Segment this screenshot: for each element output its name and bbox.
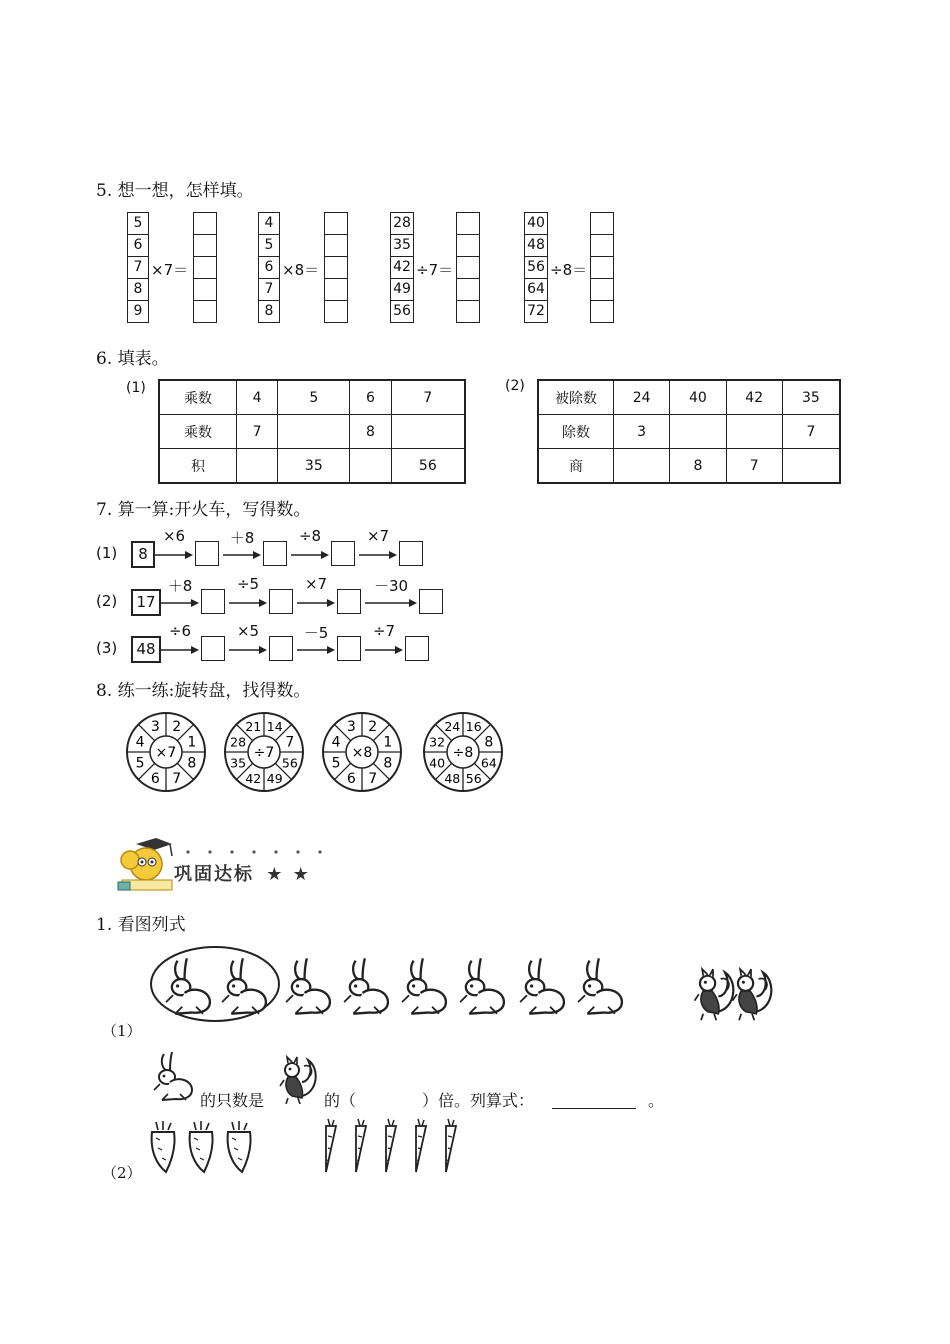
wheel-number: 1	[187, 734, 197, 751]
arrow-icon	[297, 645, 335, 655]
answer-cell[interactable]	[457, 235, 479, 257]
wheel-number: 6	[150, 770, 160, 787]
divide-table	[537, 379, 841, 484]
sentence-end: 。	[648, 1091, 665, 1110]
answer-cell[interactable]	[457, 301, 479, 322]
p1-label-1: （1）	[102, 1022, 142, 1040]
answer-box[interactable]	[337, 589, 361, 614]
spinner-wheel	[320, 710, 404, 794]
wheel-number: 8	[383, 755, 393, 772]
row-header: 乘数	[159, 380, 237, 415]
radish-icon	[148, 1120, 178, 1176]
arrow-icon	[229, 645, 267, 655]
value-cell: 7	[782, 415, 840, 449]
row-label: (3)	[96, 639, 118, 657]
answer-box[interactable]	[331, 541, 355, 566]
answer-cell[interactable]	[457, 257, 479, 279]
value-cell: 4	[237, 380, 278, 415]
value-cell: 56	[391, 449, 465, 484]
carrot-icon	[376, 1118, 400, 1174]
answer-cell[interactable]	[194, 213, 216, 235]
wheel-number: 5	[331, 755, 341, 772]
arrow-icon	[297, 598, 335, 608]
value-cell: 40	[670, 380, 726, 415]
number-cell: 56	[525, 257, 547, 279]
wheel-number: 7	[368, 770, 378, 787]
wheel-number: 56	[281, 755, 298, 771]
answer-cell[interactable]	[591, 235, 613, 257]
answer-cell[interactable]	[325, 213, 347, 235]
arrow-icon	[365, 645, 403, 655]
radish-icon	[186, 1120, 216, 1176]
wheel-number: 21	[245, 719, 262, 735]
section-badge-text: 巩固达标	[174, 864, 254, 885]
answer-column	[456, 212, 480, 323]
table-row	[538, 415, 840, 449]
carrot-icon	[436, 1118, 460, 1174]
rabbit-icon	[572, 956, 628, 1016]
wheel-number: 8	[484, 734, 494, 751]
number-cell: 8	[264, 303, 274, 319]
answer-blank[interactable]	[552, 1090, 636, 1109]
q6-title: 6. 填表。	[96, 349, 169, 369]
number-cell: 48	[525, 235, 547, 257]
spinner-wheel	[222, 710, 306, 794]
rabbit-icon	[514, 956, 570, 1016]
arrow-icon	[155, 550, 193, 560]
value-cell: 42	[726, 380, 782, 415]
spinner-wheel	[124, 710, 208, 794]
answer-cell[interactable]	[325, 235, 347, 257]
number-cell: 8	[128, 279, 148, 301]
table2-label: (2)	[505, 378, 525, 394]
answer-cell[interactable]	[325, 301, 347, 322]
arrow-icon	[359, 550, 397, 560]
rabbit-icon	[338, 956, 394, 1016]
value-cell: 5	[278, 380, 350, 415]
number-cell: 6	[259, 257, 279, 279]
number-cell: 6	[128, 235, 148, 257]
table-row	[538, 449, 840, 484]
wheel-center-operation: ×7	[155, 745, 177, 761]
value-cell: 7	[726, 449, 782, 484]
number-column	[390, 212, 414, 323]
operation-label: ÷8＝	[550, 261, 588, 279]
answer-cell[interactable]	[726, 415, 782, 449]
wheel-number: 48	[444, 770, 461, 786]
wheel-center-operation: ÷8	[452, 745, 474, 761]
star-icon: ★ ★	[266, 864, 311, 885]
carrot-icon	[406, 1118, 430, 1174]
q7-title: 7. 算一算:开火车，写得数。	[96, 500, 311, 520]
rabbit-icon	[454, 956, 510, 1016]
wheel-number: 14	[266, 719, 283, 735]
q8-title: 8. 练一练:旋转盘，找得数。	[96, 681, 311, 701]
wheel-number: 32	[429, 734, 446, 750]
number-cell: 7	[128, 257, 148, 279]
number-column	[127, 212, 149, 323]
wheel-number: 5	[135, 755, 145, 772]
table1-label: (1)	[126, 380, 146, 396]
number-cell: 28	[391, 213, 413, 235]
row-label: (1)	[96, 544, 118, 562]
operation-label: ×6	[162, 527, 186, 545]
answer-cell[interactable]	[278, 415, 350, 449]
mascot-icon	[112, 832, 176, 896]
wheel-number: 3	[346, 719, 356, 736]
number-cell: 64	[525, 279, 547, 301]
arrow-icon	[161, 598, 199, 608]
wheel-number: 2	[172, 719, 182, 736]
arrow-icon	[229, 598, 267, 608]
number-cell: 42	[391, 257, 413, 279]
value-cell: 8	[350, 415, 391, 449]
wheel-number: 7	[285, 734, 295, 751]
dots-decoration	[182, 848, 332, 856]
p1-label-2: （2）	[102, 1164, 142, 1182]
section-badge	[174, 860, 311, 886]
wheel-number: 64	[480, 755, 497, 771]
arrow-icon	[291, 550, 329, 560]
rabbit-icon	[396, 956, 452, 1016]
wheel-number: 49	[266, 770, 283, 786]
operation-label: ×7＝	[151, 261, 189, 279]
answer-cell[interactable]	[194, 257, 216, 279]
row-header: 除数	[538, 415, 614, 449]
start-number: 48	[131, 636, 161, 663]
row-label: (2)	[96, 592, 118, 610]
operation-label: ÷8	[298, 527, 322, 545]
answer-box[interactable]	[337, 636, 361, 661]
answer-box[interactable]	[263, 541, 287, 566]
answer-column	[324, 212, 348, 323]
sentence-part-a: 的只数是	[200, 1091, 265, 1110]
answer-box[interactable]	[399, 541, 423, 566]
answer-box[interactable]	[269, 589, 293, 614]
wheel-number: 2	[368, 719, 378, 736]
wheel-number: 42	[245, 770, 262, 786]
operation-label: －30	[373, 577, 409, 595]
multiply-table	[158, 379, 466, 484]
number-cell: 5	[128, 213, 148, 235]
arrow-icon	[161, 645, 199, 655]
answer-cell[interactable]	[591, 301, 613, 322]
wheel-number: 7	[172, 770, 182, 787]
operation-label: ×7	[304, 575, 328, 593]
answer-box[interactable]	[201, 636, 225, 661]
value-cell: 8	[670, 449, 726, 484]
row-header: 商	[538, 449, 614, 484]
value-cell: 35	[278, 449, 350, 484]
operation-label: ÷6	[168, 622, 192, 640]
answer-box[interactable]	[419, 589, 443, 614]
answer-cell[interactable]	[782, 449, 840, 484]
value-cell: 24	[614, 380, 670, 415]
answer-cell[interactable]	[325, 257, 347, 279]
squirrel-icon	[274, 1052, 320, 1108]
answer-box[interactable]	[269, 636, 293, 661]
wheel-number: 8	[187, 755, 197, 772]
value-cell: 35	[782, 380, 840, 415]
wheel-number: 24	[444, 719, 461, 735]
arrow-icon	[365, 598, 417, 608]
rabbit-icon	[150, 1050, 196, 1106]
number-cell: 72	[527, 303, 545, 319]
answer-cell[interactable]	[237, 449, 278, 484]
answer-cell[interactable]	[350, 449, 391, 484]
table-row	[538, 380, 840, 415]
answer-cell[interactable]	[325, 279, 347, 301]
operation-label: ×8＝	[282, 261, 320, 279]
carrot-icon	[346, 1118, 370, 1174]
wheel-number: 16	[465, 719, 482, 735]
sentence-part-c: ）倍。列算式：	[422, 1091, 535, 1110]
table-row	[159, 415, 465, 449]
number-cell: 56	[393, 303, 411, 319]
operation-label: ＋8	[229, 529, 255, 547]
row-header: 积	[159, 449, 237, 484]
p1-title: 1. 看图列式	[96, 915, 186, 935]
answer-cell[interactable]	[194, 235, 216, 257]
arrow-icon	[223, 550, 261, 560]
wheel-number: 4	[331, 734, 341, 751]
operation-label: ÷5	[236, 575, 260, 593]
row-header: 被除数	[538, 380, 614, 415]
number-cell: 5	[259, 235, 279, 257]
wheel-number: 6	[346, 770, 356, 787]
number-cell: 7	[259, 279, 279, 301]
value-cell: 3	[614, 415, 670, 449]
number-cell: 35	[391, 235, 413, 257]
wheel-number: 40	[429, 755, 446, 771]
operation-label: ×5	[236, 622, 260, 640]
operation-label: ＋8	[167, 577, 193, 595]
spinner-wheel	[421, 710, 505, 794]
number-cell: 4	[259, 213, 279, 235]
table-row	[159, 449, 465, 484]
number-column	[258, 212, 280, 323]
wheel-center-operation: ×8	[351, 745, 373, 761]
answer-cell[interactable]	[591, 213, 613, 235]
answer-cell[interactable]	[457, 279, 479, 301]
sentence-part-b: 的（	[324, 1091, 357, 1110]
carrot-icon	[316, 1118, 340, 1174]
number-cell: 49	[391, 279, 413, 301]
answer-column	[590, 212, 614, 323]
wheel-number: 4	[135, 734, 145, 751]
start-number: 17	[131, 589, 161, 616]
answer-box[interactable]	[201, 589, 225, 614]
rabbit-icon	[160, 956, 216, 1016]
number-cell: 9	[133, 303, 143, 319]
row-header: 乘数	[159, 415, 237, 449]
value-cell: 7	[391, 380, 465, 415]
number-cell: 40	[525, 213, 547, 235]
answer-cell[interactable]	[457, 213, 479, 235]
wheel-number: 3	[150, 719, 160, 736]
table-row	[159, 380, 465, 415]
answer-cell[interactable]	[391, 415, 465, 449]
answer-cell[interactable]	[194, 301, 216, 322]
q5-title: 5. 想一想，怎样填。	[96, 181, 254, 201]
rabbit-icon	[216, 956, 272, 1016]
answer-column	[193, 212, 217, 323]
radish-icon	[224, 1120, 254, 1176]
answer-box[interactable]	[405, 636, 429, 661]
wheel-number: 28	[230, 734, 247, 750]
rabbit-icon	[280, 956, 336, 1016]
answer-cell[interactable]	[614, 449, 670, 484]
answer-cell[interactable]	[591, 257, 613, 279]
answer-cell[interactable]	[670, 415, 726, 449]
value-cell: 6	[350, 380, 391, 415]
wheel-number: 1	[383, 734, 393, 751]
answer-cell[interactable]	[591, 279, 613, 301]
value-cell: 7	[237, 415, 278, 449]
answer-box[interactable]	[195, 541, 219, 566]
squirrel-icon	[726, 962, 776, 1022]
wheel-number: 56	[465, 770, 482, 786]
operation-label: －5	[303, 624, 329, 642]
operation-label: ÷7	[372, 622, 396, 640]
start-number: 8	[131, 541, 155, 568]
number-column	[524, 212, 548, 323]
answer-cell[interactable]	[194, 279, 216, 301]
operation-label: ×7	[366, 527, 390, 545]
operation-label: ÷7＝	[416, 261, 454, 279]
wheel-center-operation: ÷7	[253, 745, 275, 761]
wheel-number: 35	[230, 755, 247, 771]
